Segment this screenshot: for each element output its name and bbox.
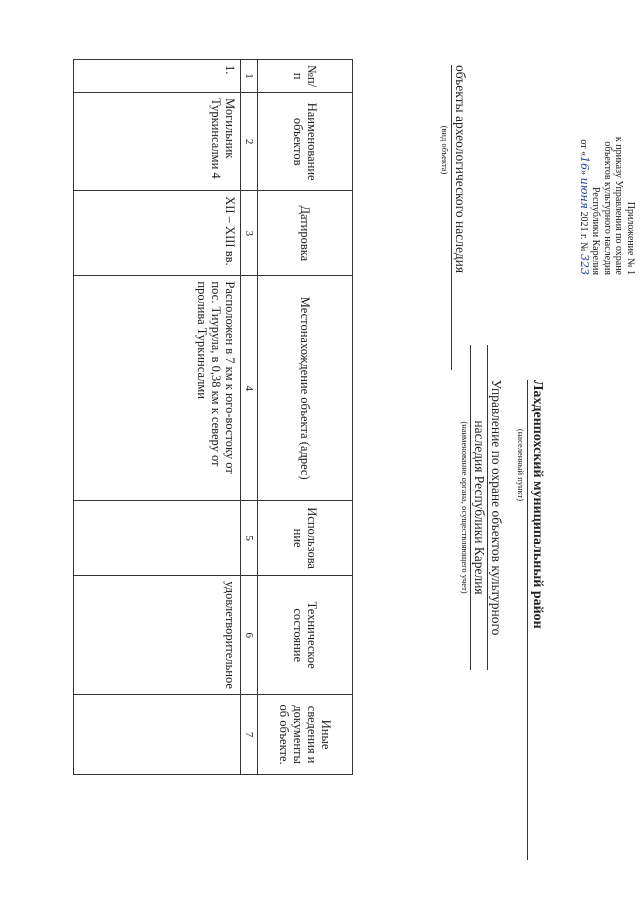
column-number: 3 (241, 191, 258, 276)
column-number: 4 (241, 276, 258, 501)
row-other (74, 695, 241, 775)
row-location: Расположен в 7 км к юго-востоку от пос. Тиурула, в 0,38 км к северу от пролива Туркинсалми (74, 276, 241, 501)
row-dating: XII – XIII вв. (74, 191, 241, 276)
appendix-authority: объектов культурного наследия (602, 141, 613, 275)
appendix-date-line: от «16» июня 2021 г. № 323 (578, 139, 591, 275)
row-number: 1. (74, 60, 241, 93)
object-kind-note: (вид объекта) (440, 125, 450, 175)
object-kind: объекты археологического наследия (453, 65, 468, 274)
row-use (74, 501, 241, 576)
header-condition: Техническое состояние (258, 576, 353, 695)
appendix-title: Приложение № 1 (625, 201, 636, 275)
column-number: 7 (241, 695, 258, 775)
table-row (74, 60, 241, 775)
row-condition: удовлетворительное (74, 576, 241, 695)
column-number: 5 (241, 501, 258, 576)
header-dating: Датировка (258, 191, 353, 276)
heritage-register-table (73, 59, 353, 775)
header-location: Местонахождение объекта (адрес) (258, 276, 353, 501)
table-header-row (258, 60, 353, 775)
district-name: Лахденпохский муниципальный район (530, 380, 545, 629)
appendix-order-ref: к приказу Управления по охране (613, 136, 625, 275)
district-note: (населенный пункт) (516, 428, 526, 502)
handwritten-month: июня (578, 177, 591, 209)
column-number: 6 (241, 576, 258, 695)
authority-line-2: наследия Республики Карелия (470, 345, 487, 670)
district-underline (527, 380, 528, 860)
appendix-republic: Республики Карелия (590, 186, 602, 275)
row-name: Могильник Туркинсалми 4 (74, 93, 241, 191)
authority-note: (наименование органа, осуществляющего учет) (460, 421, 470, 594)
object-kind-underline (451, 65, 452, 370)
authority-block (460, 345, 504, 670)
column-number: 2 (241, 93, 258, 191)
authority-line-1: Управление по охране объектов культурного (487, 345, 504, 670)
handwritten-order-number: 323 (578, 254, 591, 275)
appendix-header (578, 60, 637, 275)
header-number: №п/ п (258, 60, 353, 93)
header-other: Иные сведения и документы об объекте. (258, 695, 353, 775)
header-use: Использова ние (258, 501, 353, 576)
header-name: Наименование объектов (258, 93, 353, 191)
column-number: 1 (241, 60, 258, 93)
column-number-row (241, 60, 258, 775)
handwritten-day: 16 (578, 156, 591, 171)
